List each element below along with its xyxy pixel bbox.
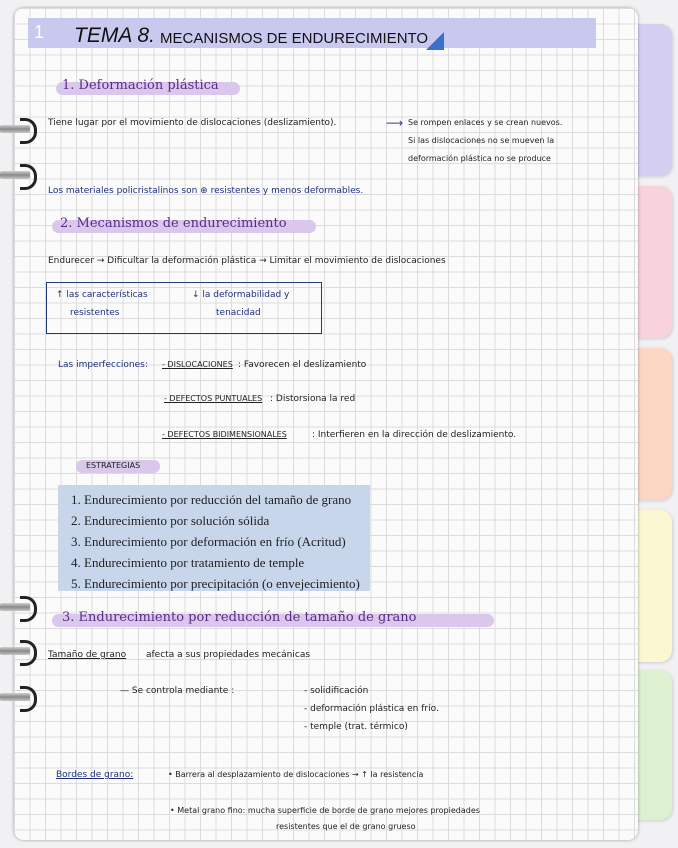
s1-note1: Se rompen enlaces y se crean nuevos. [408, 118, 563, 127]
imp3-name: - DEFECTOS BIDIMENSIONALES [162, 430, 287, 439]
page-subtitle: MECANISMOS DE ENDURECIMIENTO [160, 30, 429, 47]
s3-control-2: - deformación plástica en frío. [304, 704, 439, 714]
s3-bordes-2: • Metal grano fino: mucha superficie de borde de grano mejores propiedades [170, 806, 480, 815]
s1-note2: Si las dislocaciones no se mueven la [408, 136, 555, 145]
imp1-text: : Favorecen el deslizamiento [238, 360, 367, 370]
page-title: TEMA 8. [74, 24, 155, 47]
binder-ring-icon [0, 596, 36, 618]
title-corner-icon [426, 32, 444, 50]
s3-control-1: - solidificación [304, 686, 369, 696]
strategies-label: ESTRATEGIAS [86, 461, 141, 470]
s1-note3: deformación plástica no se produce [408, 154, 551, 163]
s2-flow: Endurecer → Dificultar la deformación plástica → Limitar el movimiento de dislocaciones [48, 256, 446, 266]
list-item: 5. Endurecimiento por precipitación (o envejecimiento) [84, 573, 370, 594]
list-item: 4. Endurecimiento por tratamiento de temple [84, 552, 370, 573]
binder-ring-icon [0, 686, 36, 708]
binder-ring-icon [0, 640, 36, 662]
s3-line1: afecta a sus propiedades mecánicas [146, 650, 311, 660]
chapter-number: 1 [34, 22, 45, 42]
box-left-2: resistentes [70, 308, 120, 318]
imp2-name: - DEFECTOS PUNTUALES [164, 394, 263, 403]
imperfections-label: Las imperfecciones: [58, 360, 148, 370]
binder-ring-icon [0, 164, 36, 186]
s3-bordes-3: resistentes que el de grano grueso [276, 822, 416, 831]
binder-ring-icon [0, 118, 36, 140]
box-right-1: ↓ la deformabilidad y [192, 290, 290, 300]
notebook-page [14, 8, 638, 840]
s3-grain-size: Tamaño de grano [48, 650, 127, 660]
section-heading-1: 1. Deformación plástica [62, 78, 219, 93]
s3-control: — Se controla mediante : [120, 686, 235, 696]
section-heading-3: 3. Endurecimiento por reducción de tamaño de grano [62, 610, 417, 625]
s1-poly: Los materiales policristalinos son ⊕ resistentes y menos deformables. [48, 186, 364, 196]
imp1-name: - DISLOCACIONES [162, 360, 233, 369]
list-item: 1. Endurecimiento por reducción del tamaño de grano [84, 489, 370, 510]
list-item: 2. Endurecimiento por solución sólida [84, 510, 370, 531]
s3-bordes: Bordes de grano: [56, 770, 134, 780]
s3-bordes-1: • Barrera al desplazamiento de dislocaciones → ↑ la resistencia [168, 770, 424, 779]
imp2-text: : Distorsiona la red [270, 394, 356, 404]
section-heading-2: 2. Mecanismos de endurecimiento [60, 216, 287, 231]
imp3-text: : Interfieren en la dirección de deslizamiento. [312, 430, 517, 440]
box-left-1: ↑ las características [56, 290, 148, 300]
s1-line1: Tiene lugar por el movimiento de dislocaciones (deslizamiento). [48, 118, 337, 128]
arrow-icon: ⟶ [386, 116, 404, 130]
list-item: 3. Endurecimiento por deformación en frío (Acritud) [84, 531, 370, 552]
s3-control-3: - temple (trat. térmico) [304, 722, 408, 732]
box-right-2: tenacidad [216, 308, 261, 318]
strategies-list-box [58, 485, 370, 591]
